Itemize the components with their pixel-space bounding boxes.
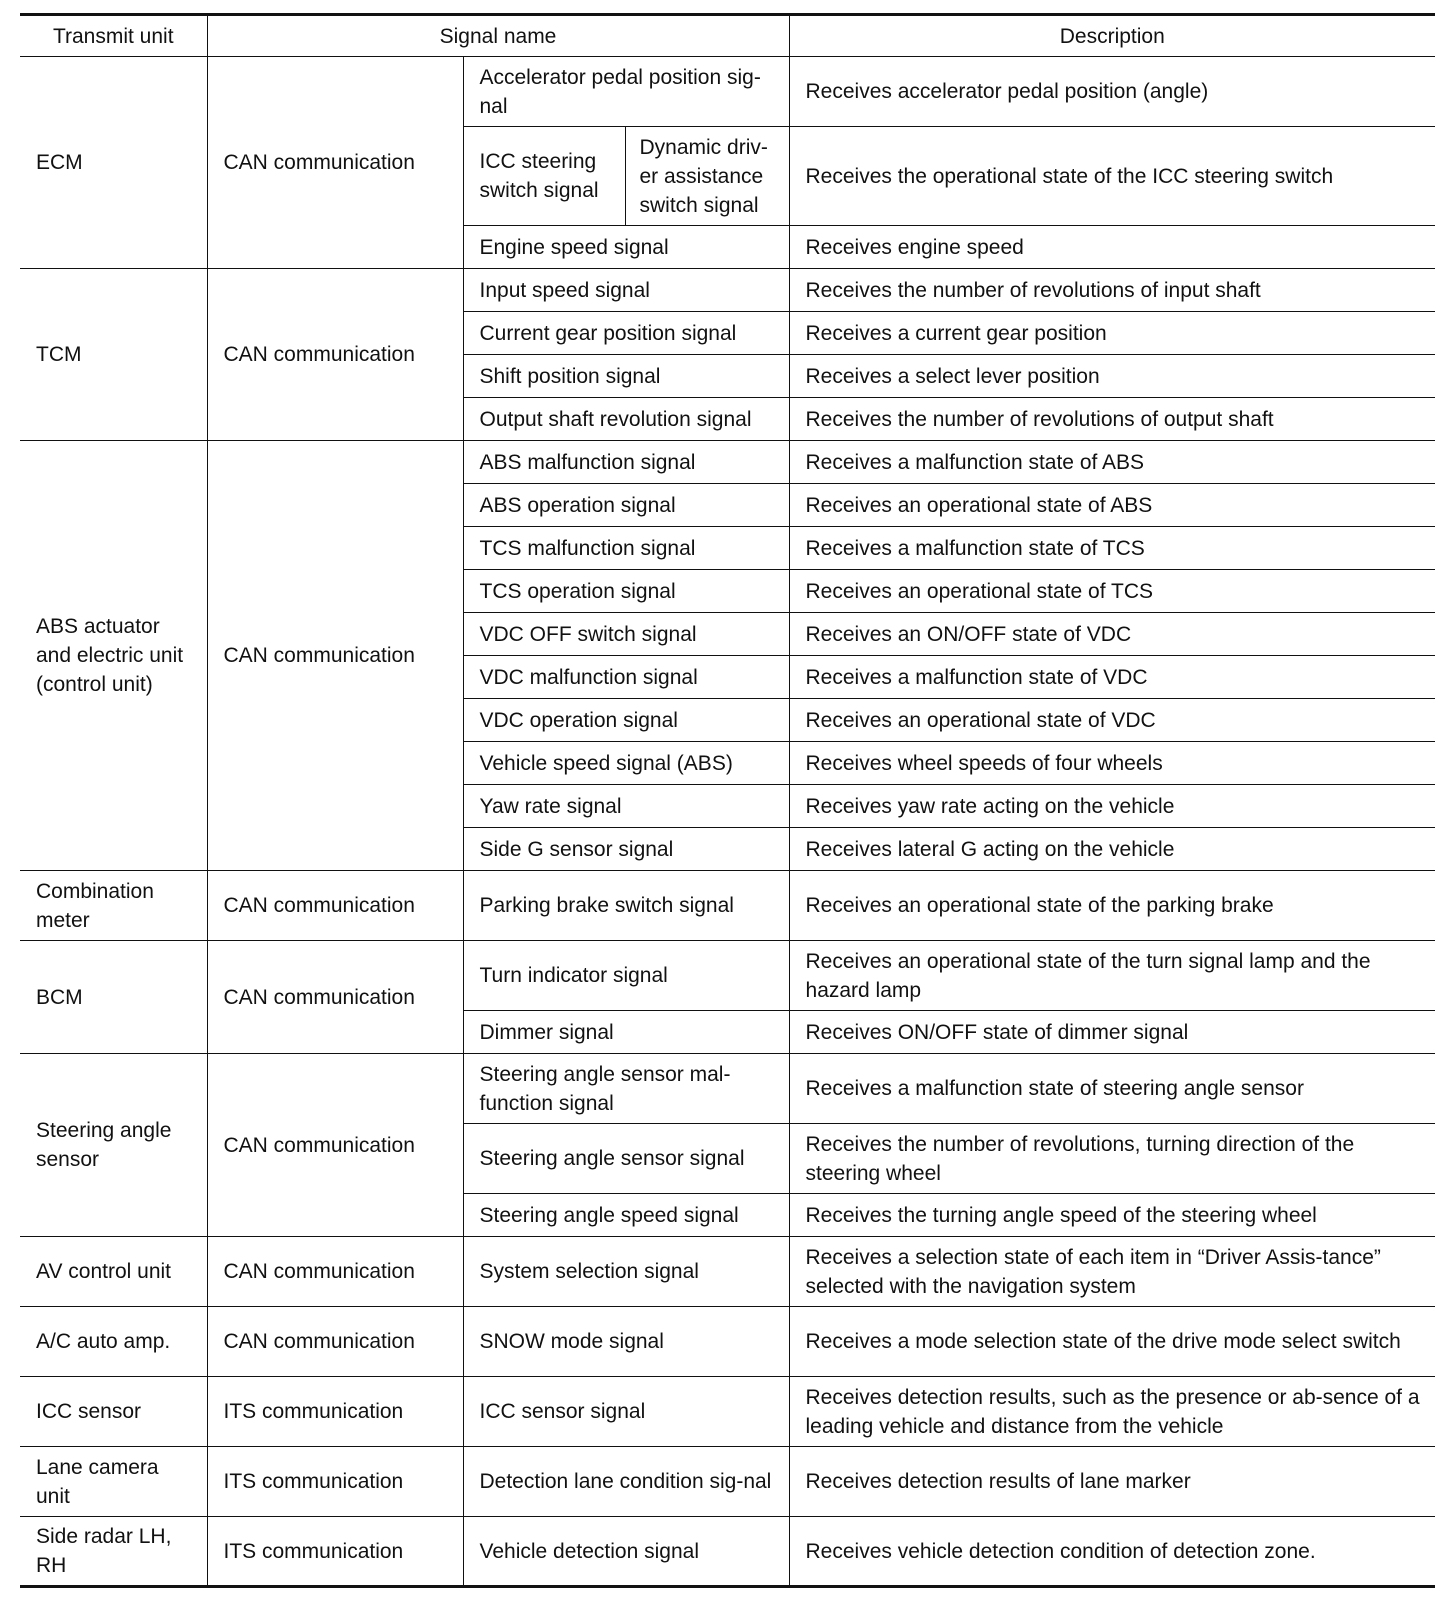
communication-cell: CAN communication (207, 57, 463, 269)
communication-cell: CAN communication (207, 871, 463, 941)
signal-name-cell: VDC malfunction signal (463, 656, 789, 699)
description-cell: Receives a malfunction state of TCS (789, 527, 1435, 570)
description-cell: Receives wheel speeds of four wheels (789, 742, 1435, 785)
signal-name-cell: Detection lane condition sig-nal (463, 1447, 789, 1517)
signal-name-cell: Parking brake switch signal (463, 871, 789, 941)
description-cell: Receives the number of revolutions, turning direction of the steering wheel (789, 1124, 1435, 1194)
communication-cell: CAN communication (207, 269, 463, 441)
transmit-unit-cell: ECM (20, 57, 207, 269)
table-row (20, 441, 1435, 484)
communication-cell: CAN communication (207, 441, 463, 871)
communication-cell: CAN communication (207, 941, 463, 1054)
signal-name-cell: VDC OFF switch signal (463, 613, 789, 656)
description-cell: Receives a selection state of each item in “Driver Assis-tance” selected with the navigation system (789, 1237, 1435, 1307)
signal-name-cell: Current gear position signal (463, 312, 789, 355)
transmit-unit-cell: BCM (20, 941, 207, 1054)
description-cell: Receives lateral G acting on the vehicle (789, 828, 1435, 871)
signal-name-cell: Shift position signal (463, 355, 789, 398)
signal-table (20, 13, 1435, 1588)
signal-name-cell: Input speed signal (463, 269, 789, 312)
description-cell: Receives the number of revolutions of output shaft (789, 398, 1435, 441)
communication-cell: CAN communication (207, 1054, 463, 1237)
table-row (20, 1307, 1435, 1377)
description-cell: Receives detection results, such as the presence or ab-sence of a leading vehicle and distance from the vehicle (789, 1377, 1435, 1447)
communication-cell: ITS communication (207, 1517, 463, 1587)
signal-name-cell: Accelerator pedal position sig-nal (463, 57, 789, 127)
signal-name-cell: ICC steering switch signal (463, 127, 625, 226)
table-row (20, 269, 1435, 312)
description-cell: Receives a select lever position (789, 355, 1435, 398)
signal-name-cell: System selection signal (463, 1237, 789, 1307)
description-cell: Receives an operational state of the turn signal lamp and the hazard lamp (789, 941, 1435, 1011)
table-row (20, 1377, 1435, 1447)
signal-name-cell: Steering angle speed signal (463, 1194, 789, 1237)
table-row (20, 941, 1435, 1011)
description-cell: Receives an operational state of TCS (789, 570, 1435, 613)
signal-name-cell: ABS malfunction signal (463, 441, 789, 484)
signal-alt-name-cell: Dynamic driv-er assistance switch signal (625, 127, 789, 226)
description-cell: Receives a malfunction state of VDC (789, 656, 1435, 699)
signal-name-cell: Vehicle speed signal (ABS) (463, 742, 789, 785)
signal-name-cell: SNOW mode signal (463, 1307, 789, 1377)
signal-name-cell: TCS operation signal (463, 570, 789, 613)
transmit-unit-cell: Combination meter (20, 871, 207, 941)
transmit-unit-cell: ABS actuator and electric unit (control unit) (20, 441, 207, 871)
transmit-unit-cell: Steering angle sensor (20, 1054, 207, 1237)
signal-name-cell: Vehicle detection signal (463, 1517, 789, 1587)
transmit-unit-cell: AV control unit (20, 1237, 207, 1307)
communication-cell: ITS communication (207, 1377, 463, 1447)
description-cell: Receives detection results of lane marker (789, 1447, 1435, 1517)
communication-cell: CAN communication (207, 1307, 463, 1377)
description-cell: Receives accelerator pedal position (angle) (789, 57, 1435, 127)
header-transmit-unit: Transmit unit (20, 15, 207, 57)
signal-name-cell: Steering angle sensor signal (463, 1124, 789, 1194)
signal-name-cell: Yaw rate signal (463, 785, 789, 828)
signal-name-cell: Engine speed signal (463, 226, 789, 269)
table-header-row (20, 15, 1435, 57)
description-cell: Receives a malfunction state of steering angle sensor (789, 1054, 1435, 1124)
transmit-unit-cell: Side radar LH, RH (20, 1517, 207, 1587)
table-row (20, 1237, 1435, 1307)
description-cell: Receives the number of revolutions of input shaft (789, 269, 1435, 312)
transmit-unit-cell: A/C auto amp. (20, 1307, 207, 1377)
transmit-unit-cell: TCM (20, 269, 207, 441)
description-cell: Receives an ON/OFF state of VDC (789, 613, 1435, 656)
description-cell: Receives vehicle detection condition of detection zone. (789, 1517, 1435, 1587)
communication-cell: ITS communication (207, 1447, 463, 1517)
description-cell: Receives a malfunction state of ABS (789, 441, 1435, 484)
signal-name-cell: VDC operation signal (463, 699, 789, 742)
signal-name-cell: TCS malfunction signal (463, 527, 789, 570)
table-row (20, 1447, 1435, 1517)
signal-name-cell: ABS operation signal (463, 484, 789, 527)
description-cell: Receives the turning angle speed of the steering wheel (789, 1194, 1435, 1237)
description-cell: Receives an operational state of ABS (789, 484, 1435, 527)
signal-name-cell: Dimmer signal (463, 1011, 789, 1054)
description-cell: Receives an operational state of VDC (789, 699, 1435, 742)
communication-cell: CAN communication (207, 1237, 463, 1307)
description-cell: Receives the operational state of the ICC steering switch (789, 127, 1435, 226)
table-row (20, 1054, 1435, 1124)
signal-name-cell: Turn indicator signal (463, 941, 789, 1011)
description-cell: Receives a mode selection state of the drive mode select switch (789, 1307, 1435, 1377)
table-row (20, 57, 1435, 127)
table-row (20, 1517, 1435, 1587)
description-cell: Receives engine speed (789, 226, 1435, 269)
transmit-unit-cell: Lane camera unit (20, 1447, 207, 1517)
transmit-unit-cell: ICC sensor (20, 1377, 207, 1447)
header-signal-name: Signal name (207, 15, 789, 57)
description-cell: Receives a current gear position (789, 312, 1435, 355)
header-description: Description (789, 15, 1435, 57)
description-cell: Receives ON/OFF state of dimmer signal (789, 1011, 1435, 1054)
signal-name-cell: ICC sensor signal (463, 1377, 789, 1447)
table-row (20, 871, 1435, 941)
signal-name-cell: Steering angle sensor mal-function signal (463, 1054, 789, 1124)
signal-name-cell: Side G sensor signal (463, 828, 789, 871)
signal-name-cell: Output shaft revolution signal (463, 398, 789, 441)
description-cell: Receives an operational state of the parking brake (789, 871, 1435, 941)
description-cell: Receives yaw rate acting on the vehicle (789, 785, 1435, 828)
